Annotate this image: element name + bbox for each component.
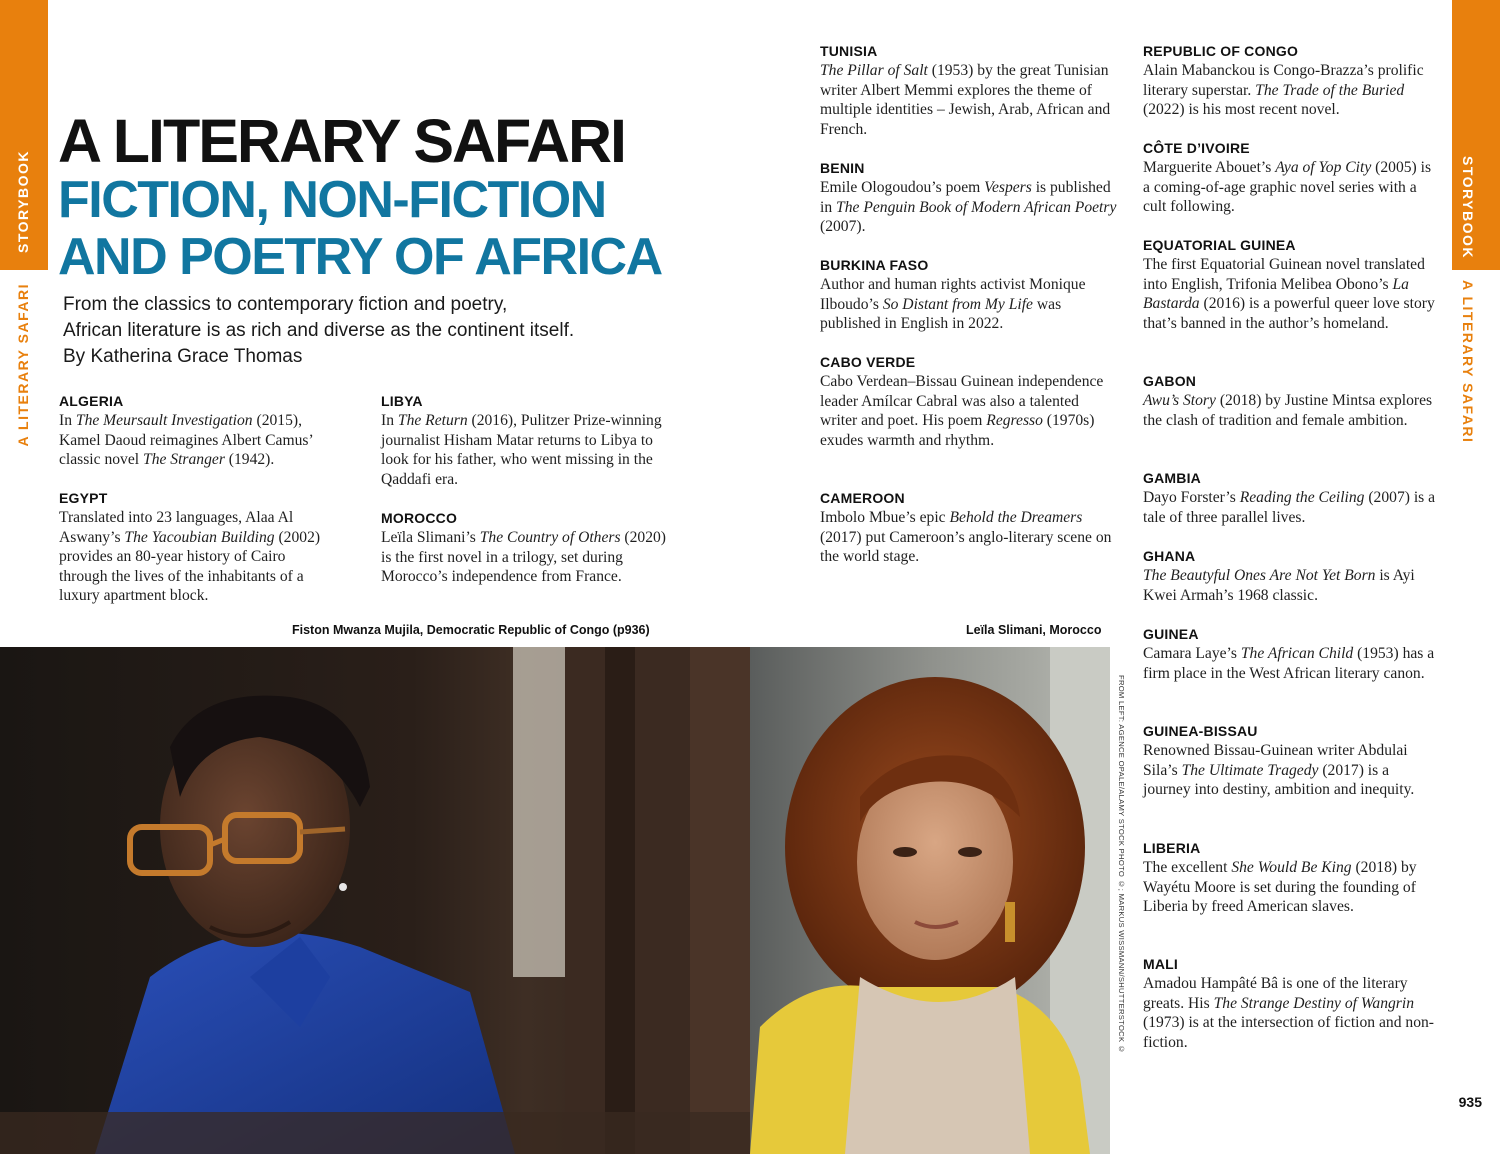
entry-text-segment: (1953) by the great Tunisian writer Albert Memmi explores the theme of multiple identities – Jewish, Arab, African and French. xyxy=(820,62,1111,138)
entry-text-segment: (1970s) exudes warmth and rhythm. xyxy=(820,412,1095,449)
side-tab-section-label-right: STORYBOOK xyxy=(1460,156,1476,259)
intro-line-1: From the classics to contemporary fiction and poetry, xyxy=(63,294,508,315)
entry-liberia xyxy=(1143,839,1437,917)
entry-text-segment: Emile Ologoudou’s poem xyxy=(820,179,985,196)
book-title: Behold the Dreamers xyxy=(949,509,1083,526)
entry-morocco xyxy=(381,509,678,587)
entry-text-segment: (1953) has a firm place in the West African literary canon. xyxy=(1143,645,1435,682)
entry-country: GAMBIA xyxy=(1143,470,1201,486)
entry-text xyxy=(820,372,1118,450)
book-title: She Would Be King xyxy=(1231,859,1352,876)
book-title: Regresso xyxy=(986,412,1043,429)
entry-country: MALI xyxy=(1143,956,1179,972)
entry-text-segment: (2022) is his most recent novel. xyxy=(1143,101,1340,118)
entry-benin xyxy=(820,159,1118,237)
entry-cameroon xyxy=(820,489,1118,567)
entry-country: MOROCCO xyxy=(381,510,458,526)
entry-text-segment: In xyxy=(381,412,398,429)
entry-text-segment: (2020) is the first novel in a trilogy, set during Morocco’s independence from France. xyxy=(381,529,667,585)
side-tab-feature-label: A LITERARY SAFARI xyxy=(15,283,31,447)
entry-country: BURKINA FASO xyxy=(820,257,929,273)
entry-mali xyxy=(1143,955,1437,1052)
book-title: The Strange Destiny of Wangrin xyxy=(1213,994,1414,1012)
side-tab-feature-label-right: A LITERARY SAFARI xyxy=(1460,280,1476,444)
entry-text xyxy=(1143,644,1437,683)
entry-text xyxy=(1143,488,1437,527)
entry-text xyxy=(59,508,335,606)
entry-country: LIBYA xyxy=(381,393,423,409)
book-title: The Pillar of Salt xyxy=(820,62,928,79)
book-title: The African Child xyxy=(1240,645,1354,662)
entry-guinea-bissau xyxy=(1143,722,1437,800)
entry-cabo-verde xyxy=(820,353,1118,450)
entry-text-segment: Translated into 23 languages, Alaa Al Aswany’s xyxy=(59,509,294,546)
portrait-photo-fiston-mwanza-mujila xyxy=(0,647,750,1154)
entry-text xyxy=(381,411,678,489)
entry-equatorial-guinea xyxy=(1143,236,1437,333)
entry-text-segment: (2007). xyxy=(820,218,866,235)
entry-text-segment: is published in xyxy=(820,179,1111,216)
entry-country: CÔTE D’IVOIRE xyxy=(1143,140,1250,156)
entry-text-segment: Marguerite Abouet’s xyxy=(1143,159,1276,176)
entry-text-segment: is Ayi Kwei Armah’s 1968 classic. xyxy=(1143,567,1415,604)
entry-country: EGYPT xyxy=(59,490,108,506)
book-title: The Trade of the Buried xyxy=(1255,81,1405,99)
entry-country: EQUATORIAL GUINEA xyxy=(1143,237,1296,253)
entry-text-segment: (2016) is a powerful queer love story that’s banned in the author’s homeland. xyxy=(1143,295,1435,332)
entry-text-segment: Cabo Verdean–Bissau Guinean independence leader Amílcar Cabral was also a talented writer and poet. His poem xyxy=(820,373,1104,429)
entry-text xyxy=(1143,741,1437,800)
entry-text xyxy=(1143,255,1437,333)
entry-country: GABON xyxy=(1143,373,1197,389)
book-title: The Country of Others xyxy=(479,529,621,546)
page-subtitle xyxy=(58,172,662,286)
entry-text xyxy=(820,61,1118,139)
page-title: A LITERARY SAFARI xyxy=(58,107,626,175)
entry-text xyxy=(1143,158,1437,217)
entry-algeria xyxy=(59,392,335,470)
entry-country: TUNISIA xyxy=(820,43,878,59)
entry-country: REPUBLIC OF CONGO xyxy=(1143,43,1299,59)
entry-text xyxy=(820,508,1118,567)
entry-text xyxy=(381,528,678,587)
book-title: The Stranger xyxy=(143,451,225,468)
intro-paragraph xyxy=(63,292,663,370)
entry-text-segment: Renowned Bissau-Guinean writer Abdulai Sila’s xyxy=(1143,742,1408,779)
intro-line-2: African literature is as rich and diverse as the continent itself. xyxy=(63,320,575,341)
entry-burkina-faso xyxy=(820,256,1118,334)
entry-text-segment: The excellent xyxy=(1143,859,1232,876)
entry-egypt xyxy=(59,489,335,606)
subtitle-line-2: AND POETRY OF AFRICA xyxy=(58,228,662,286)
book-title: The Meursault Investigation xyxy=(75,412,253,429)
entry-text-segment: (2002) provides an 80-year history of Cairo through the lives of the inhabitants of a luxury apartment block. xyxy=(59,528,321,604)
entry-gabon xyxy=(1143,372,1437,430)
entry-text xyxy=(1143,61,1437,120)
entry-text xyxy=(1143,858,1437,917)
byline: By Katherina Grace Thomas xyxy=(63,346,303,367)
entry-text-segment: In xyxy=(59,412,76,429)
entry-text-segment: (2007) is a tale of three parallel lives. xyxy=(1143,489,1436,526)
book-title: Aya of Yop City xyxy=(1275,159,1372,176)
entry-guinea xyxy=(1143,625,1437,683)
book-title: Vespers xyxy=(984,179,1032,196)
entry-text-segment: (2017) put Cameroon’s anglo-literary scene on the world stage. xyxy=(820,528,1112,565)
book-title: La Bastarda xyxy=(1143,275,1409,312)
entry-country: GHANA xyxy=(1143,548,1196,564)
entry-text-segment: (1973) is at the intersection of fiction and non-fiction. xyxy=(1143,1014,1435,1051)
photo-caption-left: Fiston Mwanza Mujila, Democratic Republic of Congo (p936) xyxy=(292,623,650,637)
entry-text-segment: The first Equatorial Guinean novel translated into English, Trifonia Melibea Obono’s xyxy=(1143,256,1425,293)
entry-country: BENIN xyxy=(820,160,865,176)
entry-country: CABO VERDE xyxy=(820,354,916,370)
entry-text xyxy=(1143,566,1437,605)
entry-text-segment: (2015), Kamel Daoud reimagines Albert Camus’ classic novel xyxy=(59,412,313,468)
entry-text xyxy=(820,178,1118,237)
book-title: The Return xyxy=(397,412,468,429)
photo-caption-right: Leïla Slimani, Morocco xyxy=(966,623,1102,637)
entry-text-segment: was published in English in 2022. xyxy=(820,295,1062,332)
entry-text xyxy=(1143,974,1437,1052)
entry-ghana xyxy=(1143,547,1437,605)
side-tab-section-label: STORYBOOK xyxy=(15,150,31,253)
entry-gambia xyxy=(1143,469,1437,527)
book-title: The Yacoubian Building xyxy=(124,528,275,546)
entry-text-segment: Author and human rights activist Monique Ilboudo’s xyxy=(820,276,1086,313)
entry-text xyxy=(1143,391,1437,430)
entry-republic-of-congo xyxy=(1143,42,1437,120)
entry-text-segment: (2016), Pulitzer Prize-winning journalist Hisham Matar returns to Libya to look for his father, who went missing in the Qaddafi era. xyxy=(381,412,662,488)
entry-cote-divoire xyxy=(1143,139,1437,217)
entry-country: ALGERIA xyxy=(59,393,124,409)
subtitle-line-1: FICTION, NON-FICTION xyxy=(58,171,606,229)
book-title: Awu’s Story xyxy=(1143,392,1216,409)
entry-country: GUINEA-BISSAU xyxy=(1143,723,1258,739)
entry-text-segment: (2018) by Justine Mintsa explores the clash of tradition and female ambition. xyxy=(1143,392,1433,429)
entry-text-segment: (2018) by Wayétu Moore is set during the founding of Liberia by freed American slaves. xyxy=(1143,859,1417,915)
entry-text-segment: Leïla Slimani’s xyxy=(381,529,480,546)
book-title: So Distant from My Life xyxy=(882,295,1033,313)
entry-text-segment: Amadou Hampâté Bâ is one of the literary greats. His xyxy=(1143,975,1408,1012)
entry-text-segment: (2017) is a journey into destiny, ambition and inequity. xyxy=(1143,761,1415,798)
entry-country: GUINEA xyxy=(1143,626,1199,642)
entry-country: CAMEROON xyxy=(820,490,905,506)
photo-credit: FROM LEFT: AGENCE OPALE/ALAMY STOCK PHOTO ©; MARKUS WISSMANN/SHUTTERSTOCK © xyxy=(1117,675,1126,1055)
book-title: The Ultimate Tragedy xyxy=(1181,761,1319,779)
book-title: The Beautyful Ones Are Not Yet Born xyxy=(1143,567,1376,584)
entry-country: LIBERIA xyxy=(1143,840,1201,856)
book-title: The Penguin Book of Modern African Poetry xyxy=(836,198,1117,216)
entry-text-segment: Dayo Forster’s xyxy=(1143,489,1240,506)
entry-text-segment: (2005) is a coming-of-age graphic novel series with a cult following. xyxy=(1143,159,1432,215)
entry-text xyxy=(820,275,1118,334)
portrait-photo-leila-slimani xyxy=(750,647,1110,1154)
entry-text xyxy=(59,411,335,470)
entry-text-segment: Camara Laye’s xyxy=(1143,645,1241,662)
page-number: 935 xyxy=(1458,1094,1482,1110)
entry-tunisia xyxy=(820,42,1118,139)
entry-text-segment: (1942). xyxy=(224,451,275,468)
book-title: Reading the Ceiling xyxy=(1239,489,1365,506)
entry-text-segment: Alain Mabanckou is Congo-Brazza’s prolific literary superstar. xyxy=(1143,62,1424,99)
entry-libya xyxy=(381,392,678,489)
entry-text-segment: Imbolo Mbue’s epic xyxy=(820,509,950,526)
